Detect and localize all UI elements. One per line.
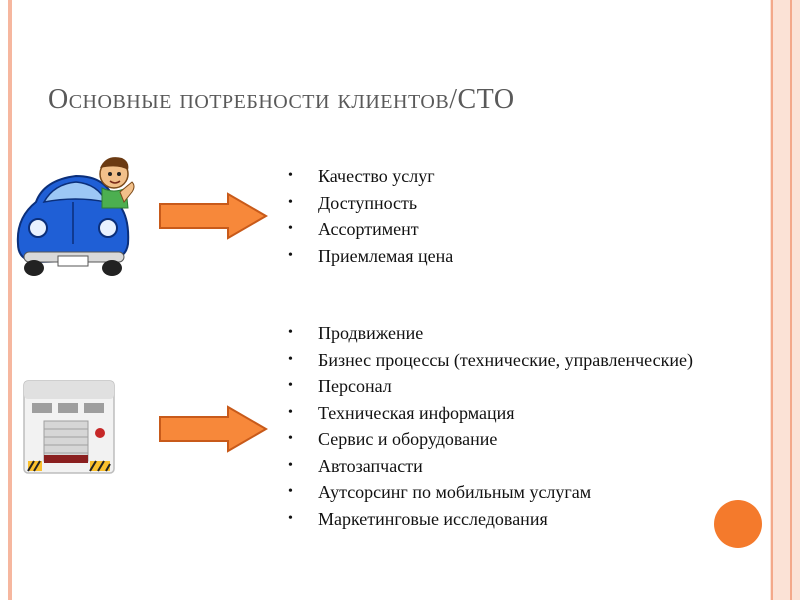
list-item-text: Бизнес процессы (технические, управленческие) [318,349,693,370]
list-item-text: Продвижение [318,323,424,343]
list-item [288,190,453,217]
bullet: • [288,404,293,420]
bullet: • [288,325,293,340]
list-item [288,243,453,270]
list-item [288,453,693,480]
service-needs-list [288,320,693,532]
arrow-right-icon [158,192,270,240]
list-item [288,347,693,374]
arrow-right-icon [158,405,270,453]
list-item [288,320,693,347]
list-item-text: Маркетинговые исследования [318,508,548,529]
list-item [288,426,693,453]
bullet: • [288,431,293,446]
orange-circle-icon [712,498,764,550]
list-item [288,373,693,400]
bullet: • [288,484,293,499]
list-item-text: Автозапчасти [318,455,423,476]
list-item [288,400,693,427]
list-item [288,216,453,243]
client-needs-list [288,163,453,269]
list-item-text: Персонал [318,376,392,396]
list-item-text: Приемлемая цена [318,245,454,266]
list-item-text: Аутсорсинг по мобильным услугам [318,482,592,502]
list-item [288,163,453,190]
car-driver-icon [10,152,140,280]
bullet: • [288,457,293,473]
list-item-text: Доступность [318,192,418,213]
bullet: • [288,221,293,236]
bullet: • [288,510,293,526]
bullet: • [288,378,293,393]
bullet: • [288,351,293,367]
list-item-text: Сервис и оборудование [318,429,498,449]
bullet: • [288,168,293,183]
bullet: • [288,247,293,263]
list-item-text: Техническая информация [318,402,515,423]
left-decorative-band [8,0,12,600]
bullet: • [288,194,293,210]
slide-title: Основные потребности клиентов/СТО [48,84,515,115]
right-band-line [771,0,773,600]
right-decorative-band [770,0,800,600]
list-item-text: Ассортимент [318,219,419,239]
garage-icon [22,375,116,475]
list-item-text: Качество услуг [318,166,435,186]
list-item [288,506,693,533]
list-item [288,479,693,506]
right-band-line [790,0,792,600]
